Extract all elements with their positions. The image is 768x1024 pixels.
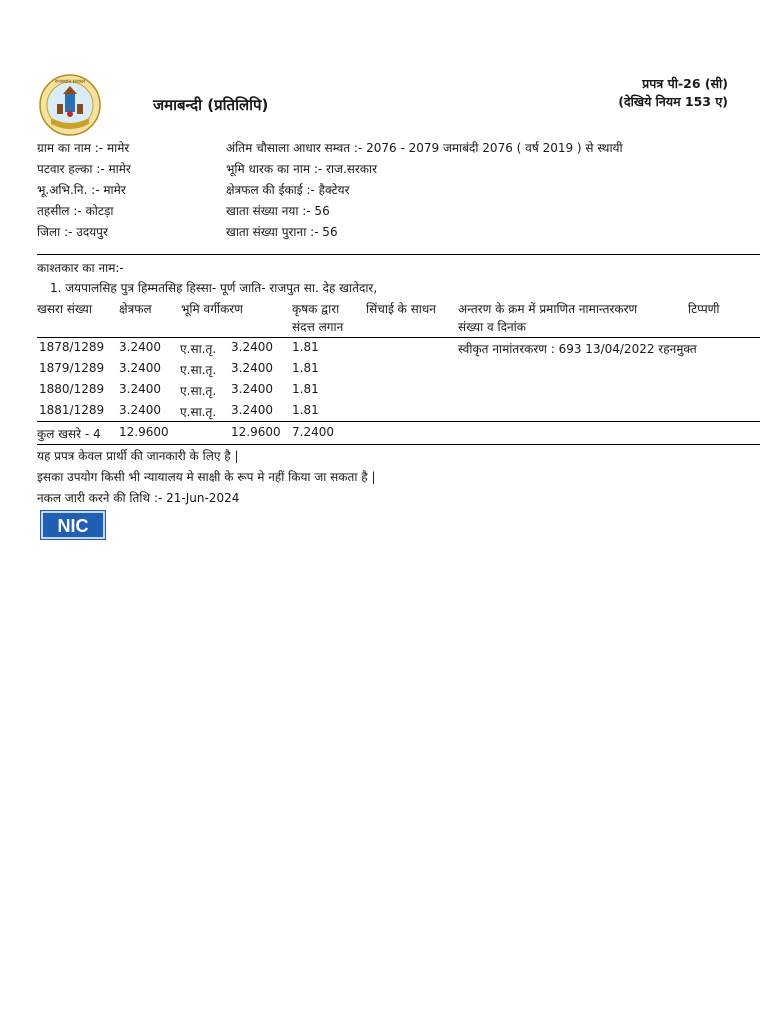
cultivator-label: काश्तकार का नाम:- [37,261,124,275]
table-row-class: ए.सा.तृ. [180,363,217,377]
table-row-rent: 1.81 [292,361,319,375]
col-header-khasra: खसरा संख्या [37,302,92,316]
total-label: कुल खसरे - 4 [37,427,101,441]
table-row-class-area: 3.2400 [231,361,273,375]
table-row-rent: 1.81 [292,382,319,396]
table-row-khasra: 1880/1289 [39,382,105,396]
tehsil: तहसील :- कोटड़ा [37,204,114,218]
nic-logo-icon [40,510,106,540]
table-row-area: 3.2400 [119,403,161,417]
table-row-area: 3.2400 [119,382,161,396]
table-row-rent: 1.81 [292,403,319,417]
col-header-irrigation: सिंचाई के साधन [366,302,436,316]
district: जिला :- उदयपुर [37,225,108,239]
village-name: ग्राम का नाम :- मामेर [37,141,130,155]
land-record-inspector: भू.अभि.नि. :- मामेर [37,183,126,197]
land-holder-name: भूमि धारक का नाम :- राज.सरकार [226,162,378,176]
legal-note: इसका उपयोग किसी भी न्यायालय मे साक्षी के रूप मे नहीं किया जा सकता है | [37,470,376,484]
table-row-class-area: 3.2400 [231,403,273,417]
area-unit: क्षेत्रफल की ईकाई :- हैक्टेयर [226,183,350,197]
table-row-class: ए.सा.तृ. [180,342,217,356]
col-header-mutation: अन्तरण के क्रम में प्रमाणित नामान्तरकरण [458,302,638,316]
patwar-halka: पटवार हल्का :- मामेर [37,162,131,176]
table-header-divider [37,337,760,338]
table-bottom-divider [37,444,760,445]
info-note: यह प्रपत्र केवल प्रार्थी की जानकारी के लिए है | [37,449,239,463]
svg-text:NIC: NIC [57,516,89,536]
settlement-base-year: अंतिम चौसाला आधार सम्वत :- 2076 - 2079 जमाबंदी 2076 ( वर्ष 2019 ) से स्थायी [226,141,623,155]
col-header-land-class: भूमि वर्गीकरण [181,302,243,316]
account-number-old: खाता संख्या पुराना :- 56 [226,225,338,239]
divider [37,254,760,255]
rule-reference: (देखिये नियम 153 ए) [618,94,728,109]
table-row-class: ए.सा.तृ. [180,405,217,419]
col-header-area: क्षेत्रफल [119,302,152,316]
total-class-area: 12.9600 [231,425,281,439]
col-header-mutation-line2: संख्या व दिनांक [458,320,526,334]
table-row-khasra: 1881/1289 [39,403,105,417]
cultivator-entry: 1. जयपालसिह पुत्र हिम्मतसिह हिस्सा- पूर्ण जाति- राजपुत सा. देह खातेदार, [50,281,378,295]
table-row-area: 3.2400 [119,340,161,354]
form-number: प्रपत्र पी-26 (सी) [642,76,728,91]
table-row-class-area: 3.2400 [231,382,273,396]
col-header-rent: कृषक द्वारा [292,302,340,316]
table-total-divider [37,421,760,422]
col-header-remarks: टिप्पणी [688,302,720,316]
total-rent: 7.2400 [292,425,334,439]
page-title: जमाबन्दी (प्रतिलिपि) [153,96,269,114]
svg-text:राजस्थान सरकार: राजस्थान सरकार [54,79,86,85]
table-row-khasra: 1879/1289 [39,361,105,375]
table-row-class: ए.सा.तृ. [180,384,217,398]
table-row-mutation: स्वीकृत नामांतरकरण : 693 13/04/2022 रहनमुक्त [458,342,697,356]
col-header-rent-line2: संदत्त लगान [292,320,344,334]
account-number-new: खाता संख्या नया :- 56 [226,204,330,218]
rajasthan-emblem-icon [39,74,101,136]
issue-date: नकल जारी करने की तिथि :- 21-Jun-2024 [37,491,240,505]
table-row-area: 3.2400 [119,361,161,375]
table-row-khasra: 1878/1289 [39,340,105,354]
table-row-rent: 1.81 [292,340,319,354]
total-area: 12.9600 [119,425,169,439]
table-row-class-area: 3.2400 [231,340,273,354]
